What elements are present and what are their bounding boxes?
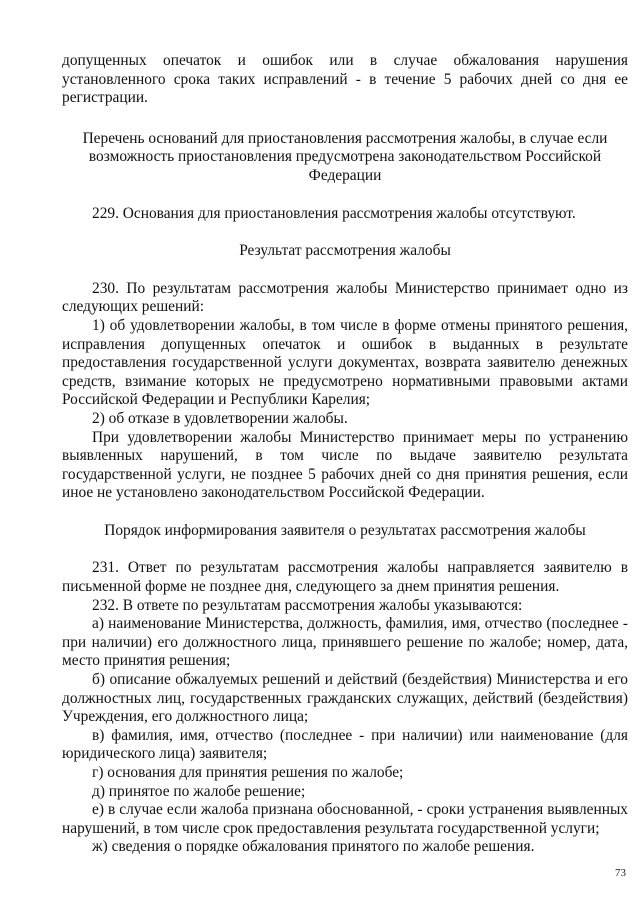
page-content — [62, 52, 628, 857]
section-heading-review-result: Результат рассмотрения жалобы — [239, 242, 451, 260]
paragraph-232-item-b: б) описание обжалуемых решений и действий (бездействия) Министерства и его должностных лиц, государственных гражданских служащих, действий (бездействия) Учреждения, его должностного лица; — [62, 671, 628, 726]
paragraph-232: 232. В ответе по результатам рассмотрения жалобы указываются: — [92, 596, 523, 614]
paragraph-230-item-2: 2) об отказе в удовлетворении жалобы. — [92, 409, 348, 427]
spacer — [62, 223, 628, 242]
page-number: 73 — [615, 867, 626, 880]
paragraph-232-item-e: е) в случае если жалоба признана обоснованной, - сроки устранения выявленных нарушений, в том числе срок предоставления результата государственной услуги; — [62, 801, 628, 837]
section-heading-suspension-grounds: Перечень оснований для приостановления рассмотрения жалобы, в случае если возможность приостановления предусмотрена законодательством Российской Федерации — [82, 129, 608, 184]
spacer — [62, 261, 628, 280]
paragraph-230: 230. По результатам рассмотрения жалобы Министерство принимает одно из следующих решений: — [62, 279, 628, 316]
paragraph-232-item-a: а) наименование Министерства, должность, фамилия, имя, отчество (последнее - при наличии) его должностного лица, принявшего решение по жалобе; номер, дата, место принятия решения; — [62, 615, 628, 670]
paragraph-230-remedy: При удовлетворении жалобы Министерство принимает меры по устранению выявленных нарушений, в том числе по выдаче заявителю результата государственной услуги, не позднее 5 рабочих дней со дня принятия решения, если иное не установлено законодательством Российской Федерации. — [62, 428, 628, 502]
spacer — [62, 186, 628, 205]
paragraph-232-item-v: в) фамилия, имя, отчество (последнее - при наличии) или наименование (для юридического лица) заявителя; — [62, 726, 628, 763]
paragraph-continuation: допущенных опечаток и ошибок или в случае обжалования нарушения установленного срока таких исправлений - в течение 5 рабочих дней со дня ее регистрации. — [62, 52, 628, 107]
spacer — [62, 108, 628, 130]
paragraph-229: 229. Основания для приостановления рассмотрения жалобы отсутствуют. — [92, 204, 576, 222]
paragraph-230-item-1: 1) об удовлетворении жалобы, в том числе в форме отмены принятого решения, исправления допущенных опечаток и ошибок в выданных в результате предоставления государственной услуги документах, возврата заявителю денежных средств, взимание которых не предусмотрено нормативными правовыми актами Российской Федерации и Республики Карелия; — [62, 316, 628, 409]
spacer — [62, 540, 628, 559]
section-heading-informing-applicant: Порядок информирования заявителя о результатах рассмотрения жалобы — [104, 521, 586, 539]
paragraph-232-item-g: г) основания для принятия решения по жалобе; — [92, 764, 404, 781]
paragraph-232-item-zh: ж) сведения о порядке обжалования принятого по жалобе решения. — [92, 838, 535, 856]
paragraph-231: 231. Ответ по результатам рассмотрения жалобы направляется заявителю в письменной форме не позднее дня, следующего за днем принятия решения. — [62, 559, 628, 596]
spacer — [62, 503, 628, 522]
paragraph-232-item-d: д) принятое по жалобе решение; — [92, 782, 306, 800]
